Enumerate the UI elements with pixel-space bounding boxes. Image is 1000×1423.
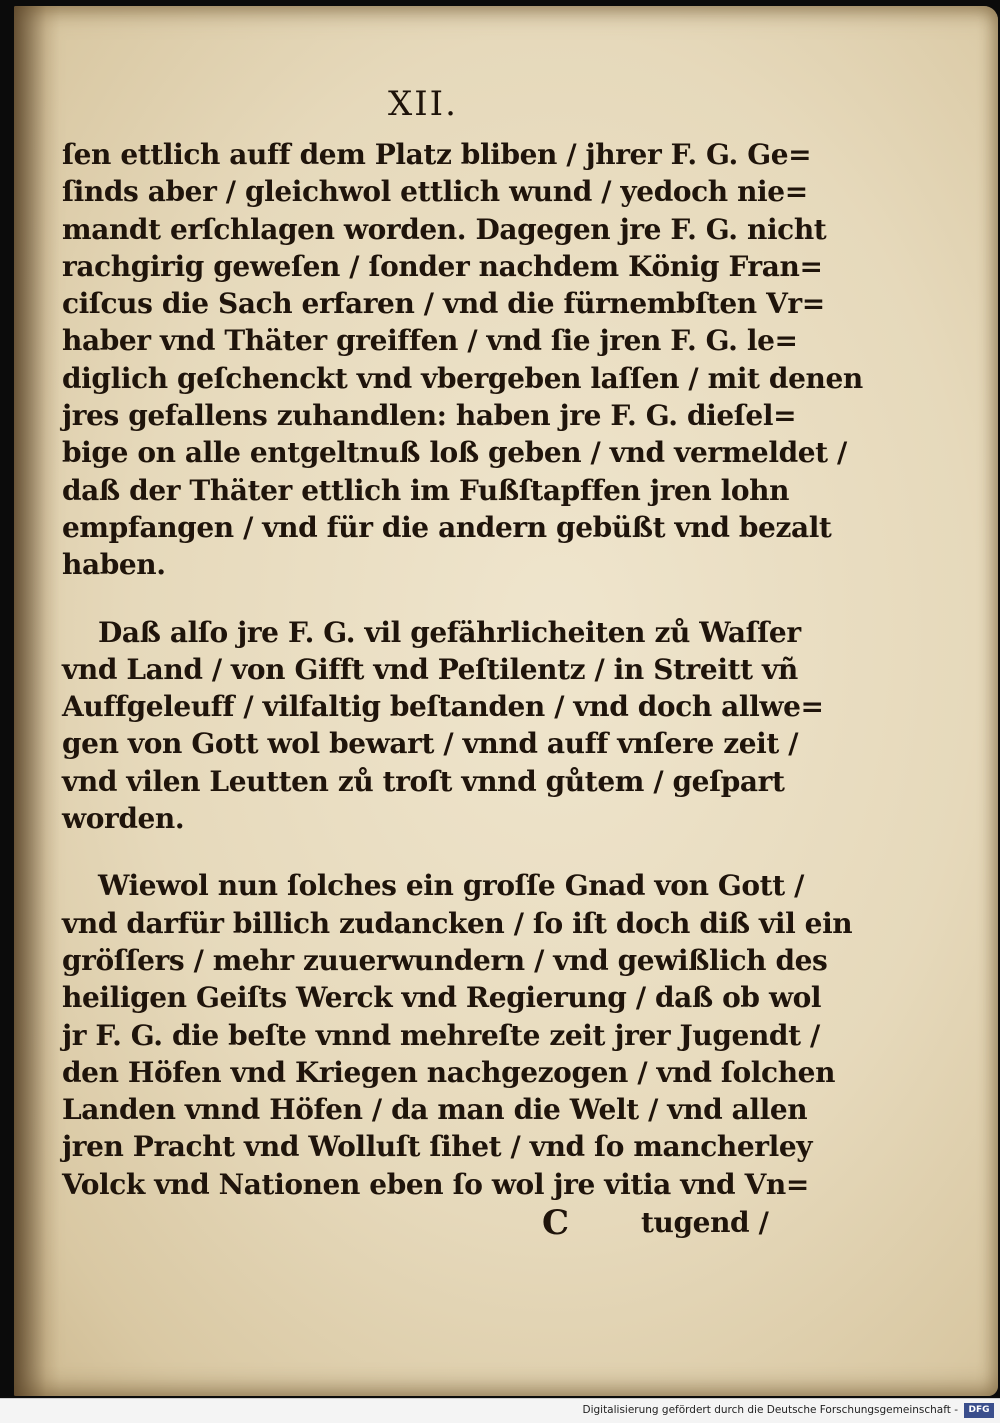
text-line: Daß alſo jre F. G. vil gefährlicheiten zů Waſſer bbox=[98, 615, 801, 649]
paragraph-3 bbox=[62, 867, 853, 1203]
paragraph-1 bbox=[62, 136, 863, 584]
text-line: worden. bbox=[62, 802, 185, 836]
text-line: vnd vilen Leutten zů troſt vnnd gůtem / geſpart bbox=[62, 764, 785, 798]
page-foot-row bbox=[62, 1203, 792, 1243]
text-line: den Höfen vnd Kriegen nachgezogen / vnd ſolchen bbox=[62, 1055, 836, 1089]
digitization-footer bbox=[0, 1398, 1000, 1423]
paragraph-gap bbox=[62, 584, 792, 614]
text-line: gen von Gott wol bewart / vnnd auff vnſere zeit / bbox=[62, 727, 799, 761]
paragraph-2 bbox=[62, 614, 824, 838]
text-line: haber vnd Thäter greiffen / vnd ſie jren F. G. le= bbox=[62, 324, 798, 358]
text-line: haben. bbox=[62, 548, 166, 582]
text-line: Landen vnnd Höfen / da man die Welt / vnd allen bbox=[62, 1093, 808, 1127]
catchword: tugend / bbox=[641, 1206, 769, 1240]
text-line: empfangen / vnd für die andern gebüßt vnd bezalt bbox=[62, 510, 832, 544]
folio-number: XII. bbox=[388, 84, 458, 124]
text-line: Wiewol nun ſolches ein groſſe Gnad von Gott / bbox=[98, 869, 804, 903]
dfg-logo: DFG bbox=[964, 1403, 994, 1418]
text-line: ſinds aber / gleichwol ettlich wund / yedoch nie= bbox=[62, 175, 808, 209]
paragraph-gap bbox=[62, 837, 792, 867]
text-line: jr F. G. die beſte vnnd mehreſte zeit jrer Jugendt / bbox=[62, 1018, 820, 1052]
funding-notice: Digitalisierung gefördert durch die Deutsche Forschungsgemeinschaft - bbox=[582, 1404, 958, 1416]
text-line: gröſſers / mehr zuuerwundern / vnd gewißlich des bbox=[62, 943, 828, 977]
text-line: daß der Thäter ettlich im Fußſtapffen jren lohn bbox=[62, 473, 790, 507]
signature-mark: C bbox=[542, 1203, 569, 1244]
text-line: jres gefallens zuhandlen: haben jre F. G. dieſel= bbox=[62, 399, 797, 433]
text-line: vnd darfür billich zudancken / ſo iſt doch diß vil ein bbox=[62, 906, 853, 940]
text-line: diglich geſchenckt vnd vbergeben laſſen / mit denen bbox=[62, 361, 863, 395]
text-line: heiligen Geiſts Werck vnd Regierung / daß ob wol bbox=[62, 981, 822, 1015]
text-line: bige on alle entgeltnuß loß geben / vnd vermeldet / bbox=[62, 436, 847, 470]
text-line: ſen ettlich auff dem Platz bliben / jhrer F. G. Ge= bbox=[62, 138, 812, 171]
text-line: rachgirig geweſen / ſonder nachdem König Fran= bbox=[62, 249, 823, 283]
page-text bbox=[62, 136, 863, 1244]
text-line: jren Pracht vnd Wolluſt ſihet / vnd ſo mancherley bbox=[62, 1130, 813, 1164]
text-line: ciſcus die Sach erfaren / vnd die fürnembſten Vr= bbox=[62, 287, 825, 321]
text-line: Auffgeleuff / vilfaltig beſtanden / vnd doch allwe= bbox=[62, 690, 824, 724]
page-gutter-shadow bbox=[14, 6, 60, 1396]
text-line: mandt erſchlagen worden. Dagegen jre F. G. nicht bbox=[62, 212, 827, 246]
text-line: Volck vnd Nationen eben ſo wol jre vitia vnd Vn= bbox=[62, 1167, 809, 1201]
text-line: vnd Land / von Gifft vnd Peſtilentz / in Streitt vñ bbox=[62, 652, 798, 686]
